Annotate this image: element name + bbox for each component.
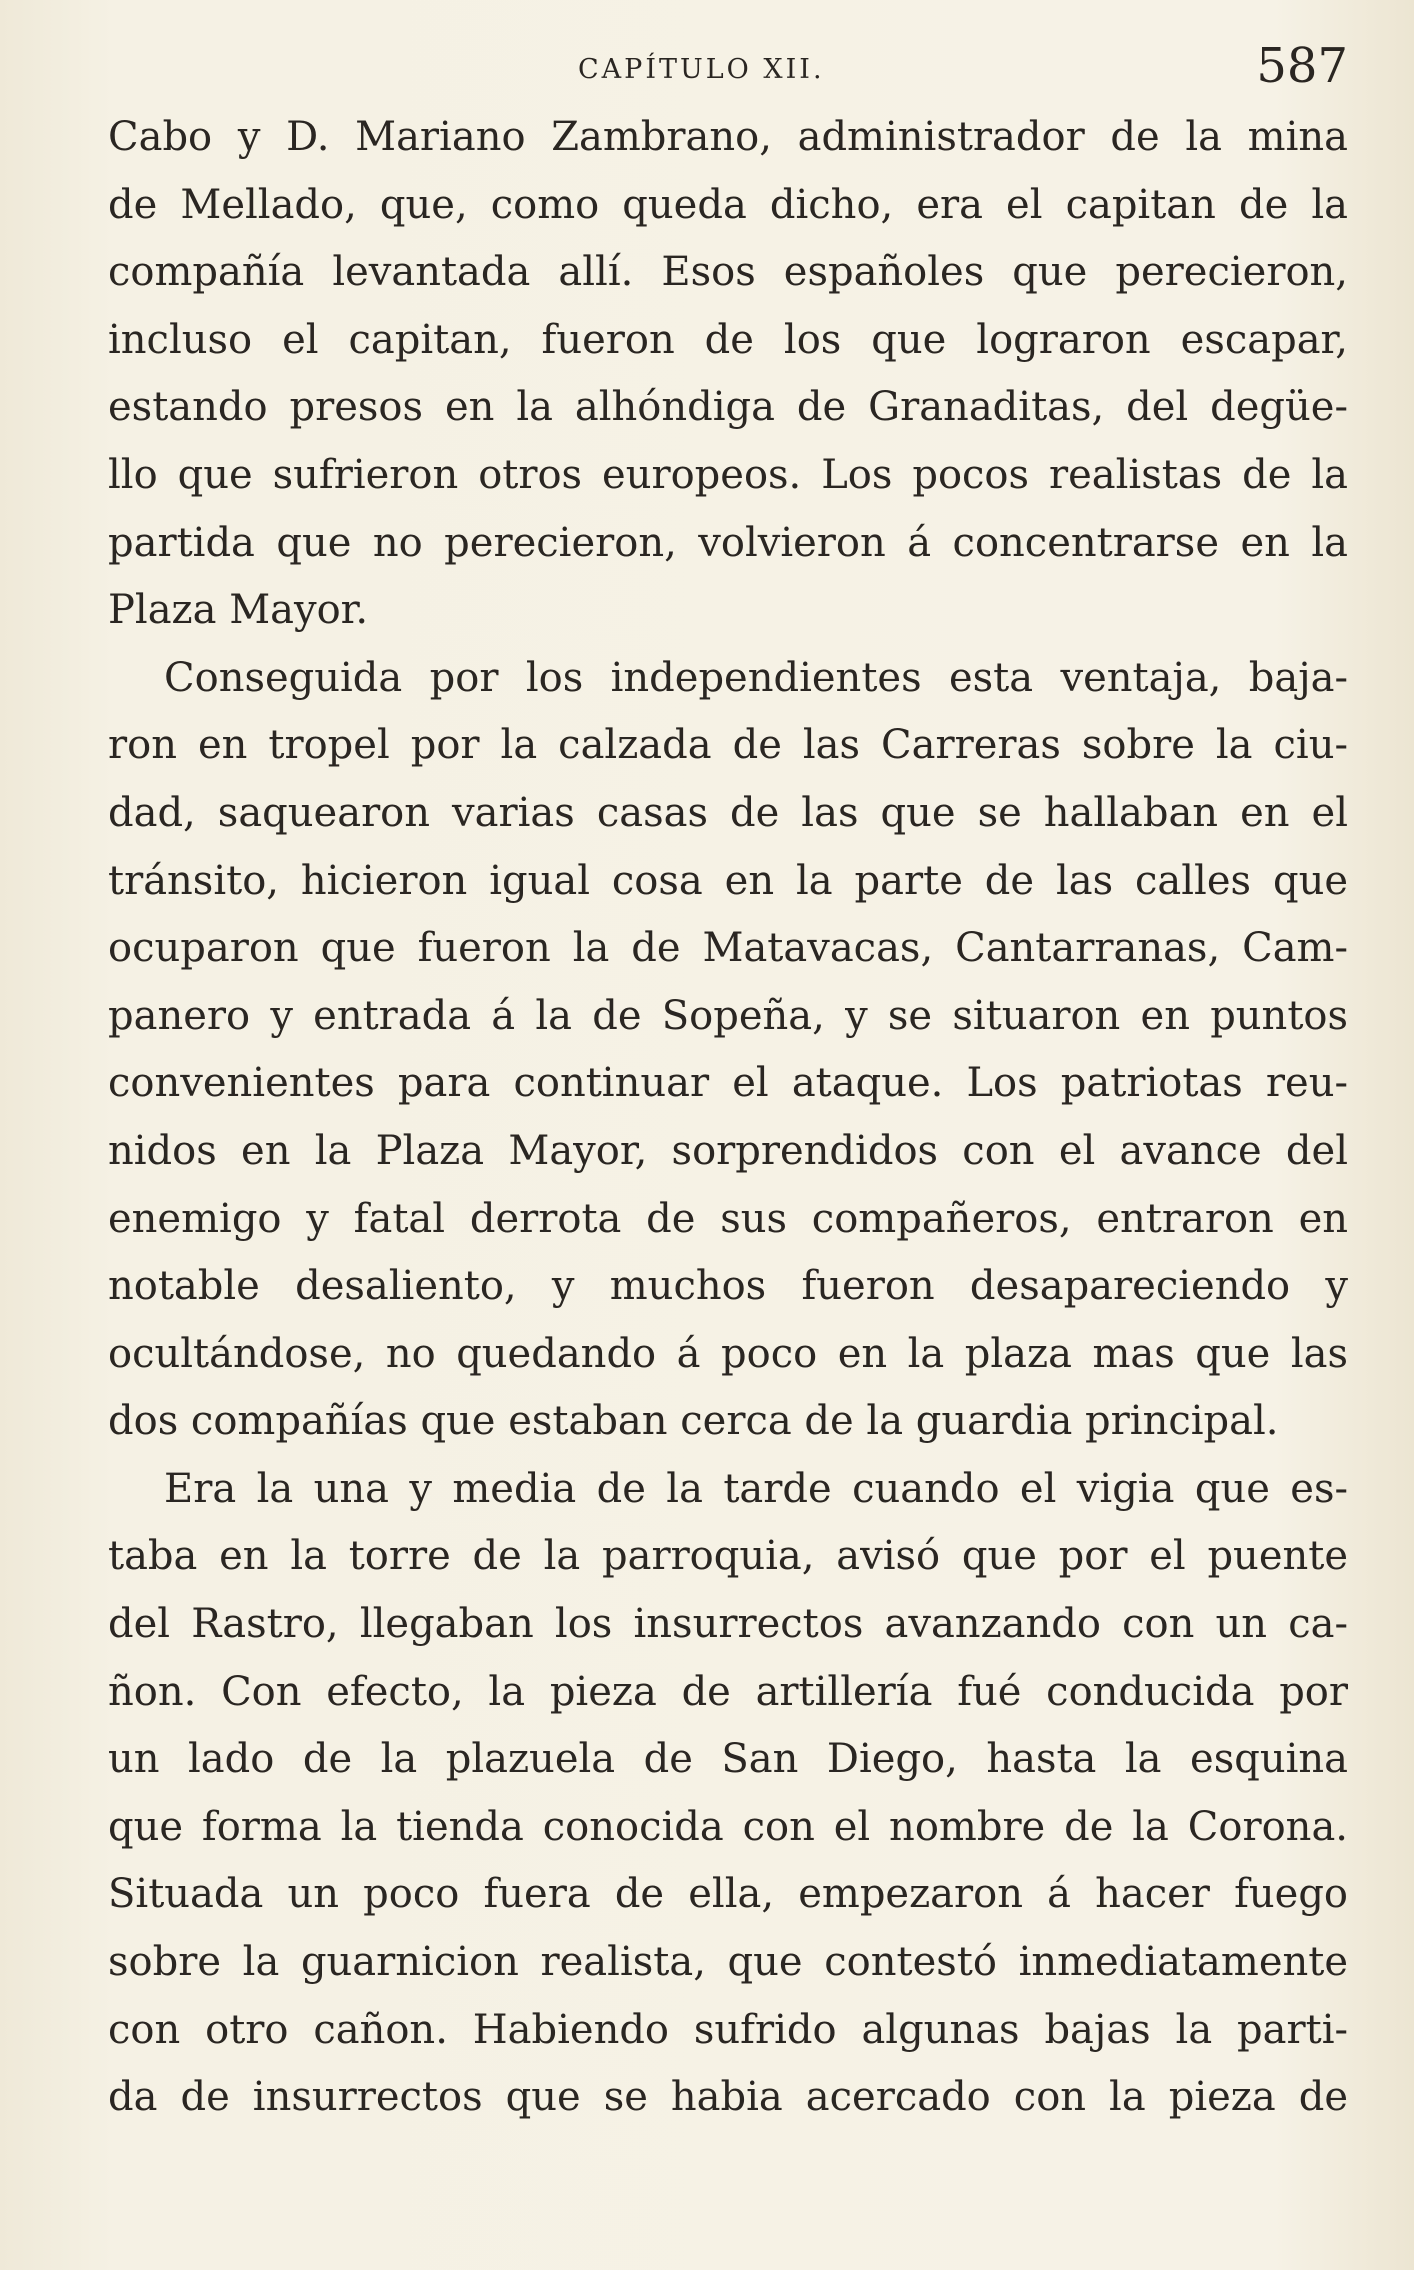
text-line: estando presos en la alhóndiga de Granaditas, del degüe-: [108, 384, 1348, 431]
text-line: Cabo y D. Mariano Zambrano, administrador de la mina: [108, 114, 1348, 160]
text-line: Situada un poco fuera de ella, empezaron á hacer fuego: [108, 1871, 1348, 1918]
text-line: partida que no perecieron, volvieron á concentrarse en la: [108, 519, 1348, 566]
text-line: Conseguida por los independientes esta ventaja, baja-: [164, 654, 1348, 701]
text-line: dad, saquearon varias casas de las que se hallaban en el: [108, 789, 1348, 836]
page-header: [108, 38, 1348, 98]
text-line: compañía levantada allí. Esos españoles que perecieron,: [108, 249, 1348, 296]
text-line: convenientes para continuar el ataque. Los patriotas reu-: [108, 1060, 1348, 1107]
text-line: ocultándose, no quedando á poco en la plaza mas que las: [108, 1330, 1348, 1377]
text-line: ocuparon que fueron la de Matavacas, Cantarranas, Cam-: [108, 925, 1348, 972]
page-number: 587: [1256, 38, 1348, 94]
body-text: [108, 104, 1348, 2132]
paragraph: [108, 104, 1348, 645]
text-line: Plaza Mayor.: [108, 587, 369, 634]
text-line: ron en tropel por la calzada de las Carreras sobre la ciu-: [108, 722, 1348, 769]
text-line: un lado de la plazuela de San Diego, hasta la esquina: [108, 1736, 1348, 1783]
text-line: de Mellado, que, como queda dicho, era el capitan de la: [108, 181, 1348, 228]
text-line: tránsito, hicieron igual cosa en la parte de las calles que: [108, 857, 1348, 904]
text-line: del Rastro, llegaban los insurrectos avanzando con un ca-: [108, 1601, 1348, 1648]
text-line: enemigo y fatal derrota de sus compañeros, entraron en: [108, 1195, 1348, 1242]
running-head: CAPÍTULO XII.: [578, 54, 825, 85]
text-line: dos compañías que estaban cerca de la guardia principal.: [108, 1398, 1279, 1445]
text-line: panero y entrada á la de Sopeña, y se situaron en puntos: [108, 992, 1348, 1039]
paragraph: [108, 1456, 1348, 2132]
text-line: nidos en la Plaza Mayor, sorprendidos con el avance del: [108, 1127, 1348, 1174]
text-line: taba en la torre de la parroquia, avisó que por el puente: [108, 1533, 1348, 1580]
text-line: ñon. Con efecto, la pieza de artillería fué conducida por: [108, 1668, 1348, 1715]
text-line: llo que sufrieron otros europeos. Los pocos realistas de la: [108, 451, 1348, 498]
text-line: que forma la tienda conocida con el nombre de la Corona.: [108, 1803, 1348, 1850]
text-line: Era la una y media de la tarde cuando el vigia que es-: [164, 1465, 1348, 1512]
text-line: notable desaliento, y muchos fueron desapareciendo y: [108, 1263, 1348, 1310]
text-line: da de insurrectos que se habia acercado con la pieza de: [108, 2074, 1348, 2121]
text-line: sobre la guarnicion realista, que contestó inmediatamente: [108, 1939, 1348, 1986]
text-line: con otro cañon. Habiendo sufrido algunas bajas la parti-: [108, 2006, 1348, 2053]
paragraph: [108, 645, 1348, 1456]
text-line: incluso el capitan, fueron de los que lograron escapar,: [108, 316, 1348, 363]
